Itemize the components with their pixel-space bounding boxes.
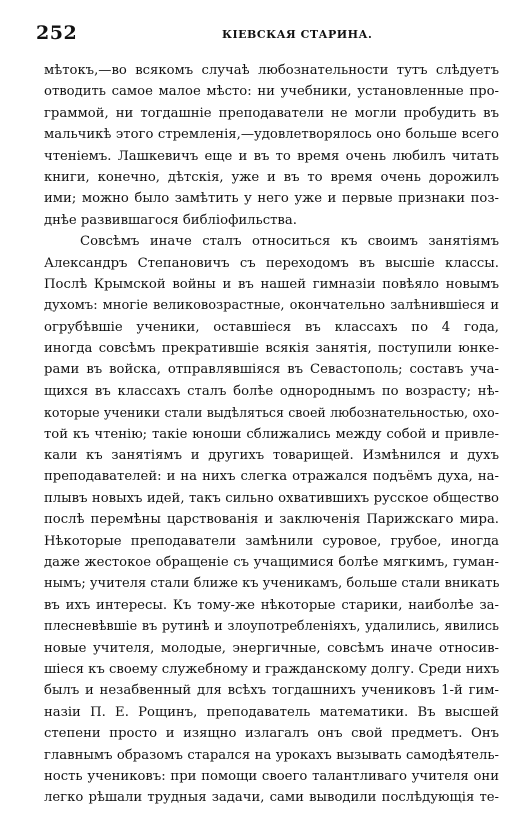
text-line: рами въ войска, отправлявшіяся въ Севастополь; составъ уча-: [44, 362, 499, 378]
text-line: щихся въ классахъ сталъ болѣе однороднымъ по возрасту; нѣ-: [44, 383, 499, 399]
text-line: мѣтокъ,—во всякомъ случаѣ любознательности тутъ слѣдуетъ: [44, 63, 499, 78]
text-line: духомъ: многіе великовозрастные, окончательно залѣнившіеся и: [44, 298, 499, 314]
text-line: отводить самое малое мѣсто: ни учебники, установленные про-: [44, 84, 499, 100]
text-line: плесневѣвшіе въ рутинѣ и злоупотребленіяхъ, удалились, явились: [44, 619, 499, 635]
text-line: плывъ новыхъ идей, такъ сильно охватившихъ русское общество: [44, 490, 499, 506]
text-line: легко рѣшали трудныя задачи, сами выводили послѣдующія те-: [44, 790, 499, 806]
text-line: былъ и незабвенный для всѣхъ тогдашнихъ учениковъ 1-й гим-: [44, 683, 499, 699]
text-line: даже жестокое обращеніе съ учащимися болѣе мягкимъ, гуман-: [44, 554, 499, 570]
text-line: днѣе развившагося библіофильства.: [44, 212, 297, 228]
text-line: назіи П. Е. Рощинъ, преподаватель математики. Въ высшей: [44, 704, 499, 720]
text-line: Александръ Степановичъ съ переходомъ въ высшіе классы.: [44, 255, 499, 271]
text-line: Послѣ Крымской войны и въ нашей гимназіи повѣяло новымъ: [44, 276, 499, 292]
text-line: ность учениковъ: при помощи своего талантливаго учителя они: [44, 768, 499, 784]
text-line: шіеся къ своему служебному и гражданскому долгу. Среди нихъ: [44, 661, 499, 677]
text-line: послѣ перемѣны царствованія и заключенія Парижскаго мира.: [44, 512, 499, 528]
text-line: въ ихъ интересы. Къ тому-же нѣкоторые старики, наиболѣе за-: [44, 597, 499, 613]
text-line: преподавателей: и на нихъ слегка отражался подъёмъ духа, на-: [44, 469, 499, 485]
text-line: книги, конечно, дѣтскія, уже и въ то время очень дорожилъ: [44, 169, 499, 185]
text-line: иногда совсѣмъ прекратившіе всякія занятія, поступили юнке-: [44, 341, 499, 357]
page-number: 252: [36, 22, 78, 44]
text-line: ими; можно было замѣтить у него уже и первые признаки поз-: [44, 191, 499, 207]
text-line: огрубѣвшіе ученики, оставшіеся въ классахъ по 4 года,: [44, 319, 499, 335]
text-line: граммой, ни тогдашніе преподаватели не могли пробудить въ: [44, 105, 499, 121]
text-line: Нѣкоторые преподаватели замѣнили суровое, грубое, иногда: [44, 533, 499, 549]
text-line: чтеніемъ. Лашкевичъ еще и въ то время очень любилъ читать: [44, 148, 499, 164]
text-line: той къ чтенію; такіе юноши сближались между собой и привле-: [44, 426, 499, 442]
paragraph-first-line: Совсѣмъ иначе сталъ относиться къ своимъ занятіямъ: [80, 234, 499, 250]
text-line: мальчикѣ этого стремленія,—удовлетворялось оно больше всего: [44, 127, 499, 143]
body-text: [44, 60, 499, 809]
page-header: [36, 22, 498, 44]
text-line: кали къ занятіямъ и другихъ товарищей. Измѣнился и духъ: [44, 448, 499, 464]
text-line: степени просто и изящно излагалъ онъ свой предметъ. Онъ: [44, 726, 499, 742]
running-title: КІЕВСКАЯ СТАРИНА.: [222, 28, 373, 41]
text-line: новые учителя, молодые, энергичные, совсѣмъ иначе относив-: [44, 640, 499, 656]
text-line: нымъ; учителя стали ближе къ ученикамъ, больше стали вникать: [44, 576, 499, 592]
text-line: которые ученики стали выдѣляться своей любознательностью, охо-: [44, 405, 499, 421]
text-line: главнымъ образомъ старался на урокахъ вызывать самодѣятель-: [44, 747, 499, 763]
